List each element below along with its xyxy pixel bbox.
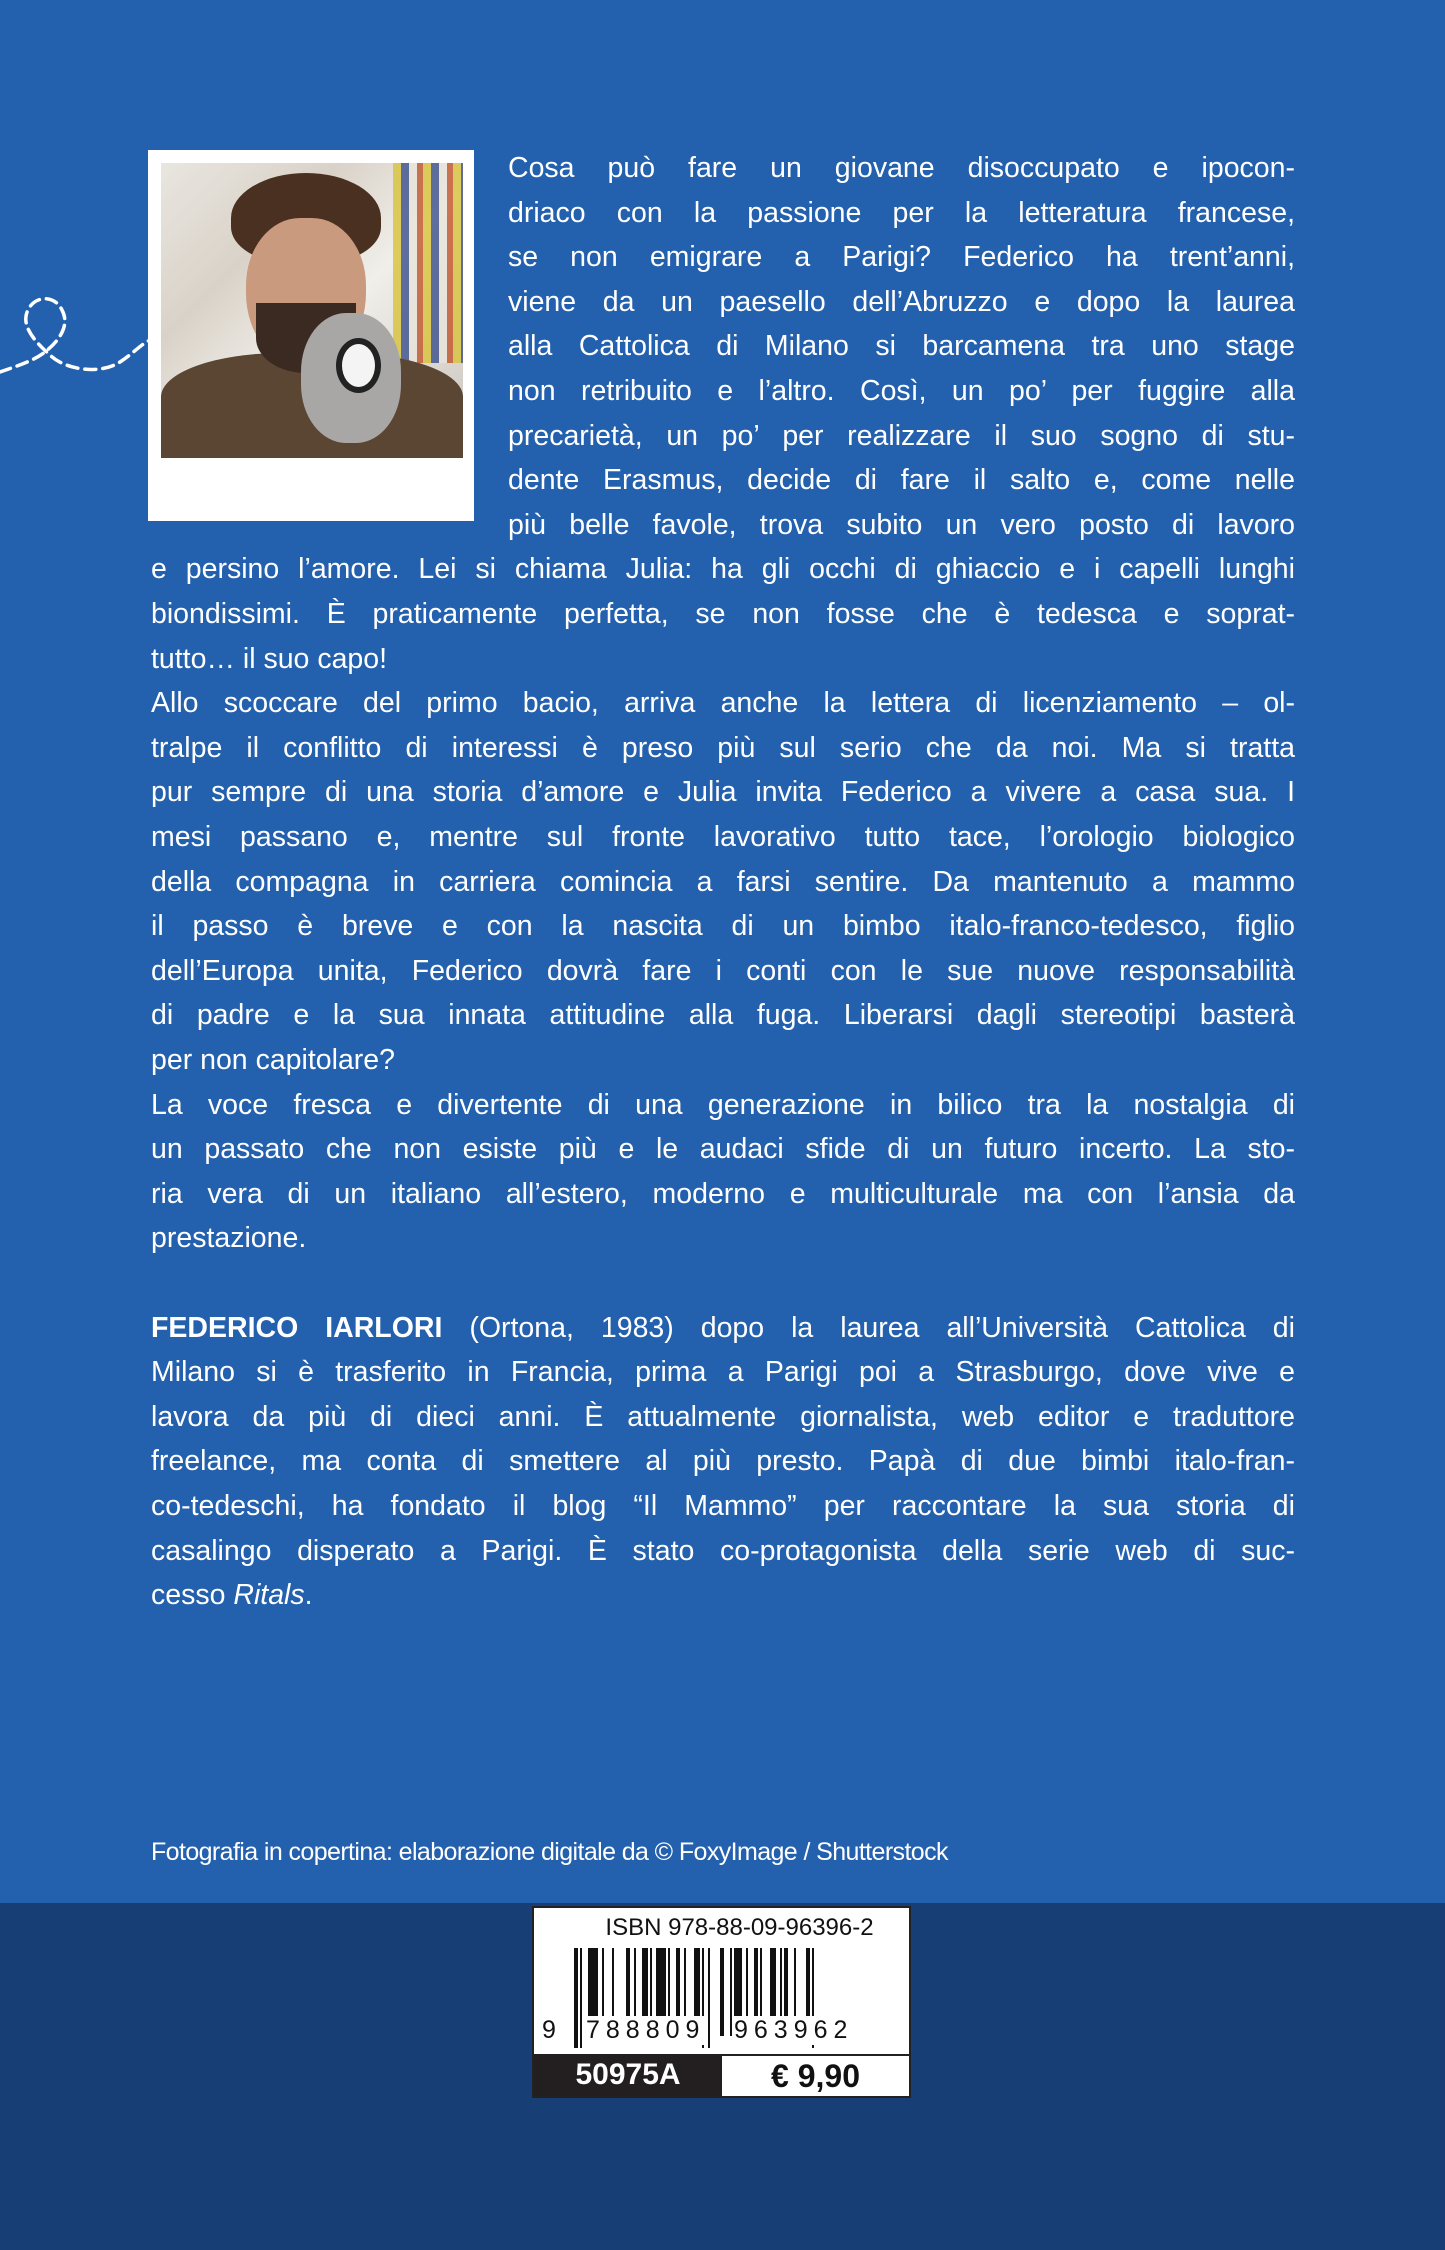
author-name: FEDERICO IARLORI: [151, 1311, 443, 1344]
barcode-bar: [574, 1948, 578, 2048]
blurb-line: più belle favole, trova subito un vero posto di lavoro: [508, 508, 1295, 541]
blurb-line: della compagna in carriera comincia a farsi sentire. Da mantenuto a mammo: [151, 865, 1295, 898]
blurb-line: se non emigrare a Parigi? Federico ha trent’anni,: [508, 241, 1295, 274]
blurb-line: prestazione.: [151, 1222, 307, 1255]
blurb-line: il passo è breve e con la nascita di un bimbo italo-franco-tedesco, figlio: [151, 910, 1295, 943]
bio-line: casalingo disperato a Parigi. È stato co-protagonista della serie web di suc-: [151, 1534, 1295, 1567]
barcode-digits-left: 788809: [586, 2016, 706, 2044]
series-title: Ritals: [233, 1579, 305, 1612]
dashed-loop-decoration: [0, 280, 160, 390]
bio-line: Milano si è trasferito in Francia, prima a Parigi poi a Strasburgo, dove vive e: [151, 1356, 1295, 1389]
blurb-line: tralpe il conflitto di interessi è preso più sul serio che da noi. Ma si tratta: [151, 731, 1295, 764]
bio-text: .: [304, 1579, 313, 1612]
bio-text: (Ortona, 1983) dopo la laurea all’Università Cattolica di: [442, 1311, 1295, 1344]
blurb-line: biondissimi. È praticamente perfetta, se non fosse che è tedesca e soprat-: [151, 598, 1295, 630]
product-code: 50975A: [534, 2054, 722, 2096]
barcode-bar: [708, 1948, 710, 2048]
blurb-line: driaco con la passione per la letteratura francese,: [508, 196, 1295, 229]
blurb-line: ria vera di un italiano all’estero, moderno e multiculturale ma con l’ansia da: [151, 1177, 1295, 1210]
barcode-digits-right: 963962: [734, 2016, 854, 2044]
blurb-line: mesi passano e, mentre sul fronte lavorativo tutto tace, l’orologio biologico: [151, 821, 1295, 853]
author-photo: [161, 163, 463, 458]
isbn-text: ISBN 978-88-09-96396-2: [605, 1914, 874, 1941]
blurb-line: La voce fresca e divertente di una generazione in bilico tra la nostalgia di: [151, 1088, 1295, 1121]
bio-line: [151, 1573, 1295, 1617]
price: € 9,90: [722, 2054, 909, 2096]
bio-line: [151, 1306, 1295, 1350]
blurb-line: tutto… il suo capo!: [151, 642, 388, 675]
blurb-line: e persino l’amore. Lei si chiama Julia: ha gli occhi di ghiaccio e i capelli lunghi: [151, 553, 1295, 586]
blurb-line: precarietà, un po’ per realizzare il suo sogno di stu-: [508, 419, 1295, 452]
barcode-bar: [720, 1948, 724, 2036]
bio-text: cesso: [151, 1579, 234, 1612]
author-photo-frame: [148, 150, 474, 521]
blurb-line: dell’Europa unita, Federico dovrà fare i conti con le sue nuove responsabilità: [151, 954, 1295, 987]
blurb-line: un passato che non esiste più e le audaci sfide di un futuro incerto. La sto-: [151, 1133, 1295, 1166]
blurb-line: Allo scoccare del primo bacio, arriva anche la lettera di licenziamento – ol-: [151, 687, 1295, 720]
barcode-bar: [580, 1948, 582, 2048]
bio-line: co-tedeschi, ha fondato il blog “Il Mammo” per raccontare la sua storia di: [151, 1490, 1295, 1522]
blurb-line: viene da un paesello dell’Abruzzo e dopo la laurea: [508, 285, 1295, 318]
bio-line: freelance, ma conta di smettere al più presto. Papà di due bimbi italo-fran-: [151, 1445, 1295, 1478]
blurb-line: dente Erasmus, decide di fare il salto e, come nelle: [508, 464, 1295, 497]
barcode-bar: [730, 1948, 732, 2036]
blurb-line: pur sempre di una storia d’amore e Julia invita Federico a vivere a casa sua. I: [151, 776, 1295, 809]
blurb-line: non retribuito e l’altro. Così, un po’ per fuggire alla: [508, 375, 1295, 407]
blurb-line: di padre e la sua innata attitudine alla fuga. Liberarsi dagli stereotipi basterà: [151, 999, 1295, 1032]
blurb-line: alla Cattolica di Milano si barcamena tra uno stage: [508, 330, 1295, 363]
bio-line: lavora da più di dieci anni. È attualmente giornalista, web editor e traduttore: [151, 1400, 1295, 1433]
barcode-digit-first: 9: [542, 2016, 562, 2044]
blurb-line: Cosa può fare un giovane disoccupato e ipocon-: [508, 152, 1295, 184]
barcode-label: [532, 1906, 911, 2098]
photo-credit: Fotografia in copertina: elaborazione digitale da © FoxyImage / Shutterstock: [151, 1838, 948, 1866]
blurb-line: per non capitolare?: [151, 1044, 396, 1076]
